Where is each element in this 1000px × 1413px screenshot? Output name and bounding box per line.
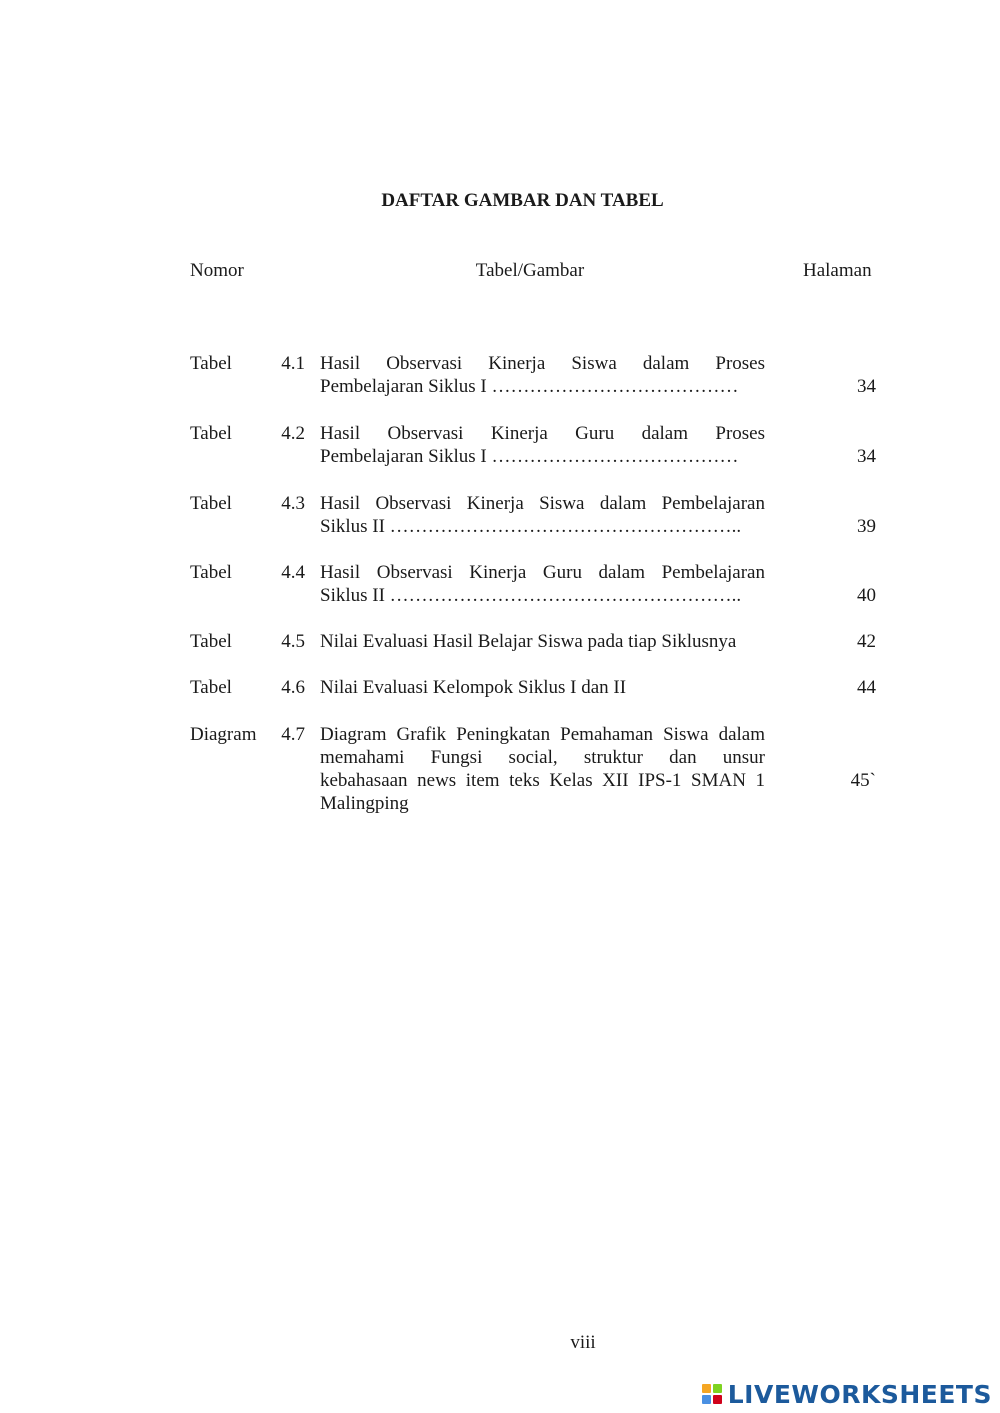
entry-description-line: Hasil Observasi Kinerja Siswa dalam Proses [320,353,765,374]
toc-entry [0,723,1000,815]
entry-kind: Tabel [190,562,232,583]
page-folio: viii [570,1332,596,1353]
entry-page: 39 [857,516,876,537]
entry-kind: Tabel [190,677,232,698]
logo-square [702,1384,711,1393]
liveworksheets-brand[interactable] [702,1379,992,1409]
entry-number: 4.3 [281,493,305,514]
entry-description-line: Hasil Observasi Kinerja Guru dalam Proses [320,423,765,444]
entry-description [320,723,765,815]
entry-description [320,492,765,538]
entry-page: 45` [850,770,876,791]
toc-entry [0,630,1000,653]
entry-description-line: Diagram Grafik Peningkatan Pemahaman Siswa dalam [320,724,765,745]
entry-page: 44 [857,677,876,698]
entry-description-line: Nilai Evaluasi Hasil Belajar Siswa pada tiap Siklusnya [320,631,737,652]
entry-number: 4.6 [281,677,305,698]
entry-number: 4.1 [281,353,305,374]
entry-kind: Tabel [190,353,232,374]
logo-square [713,1384,722,1393]
entry-description [320,630,765,653]
toc-entry [0,561,1000,607]
toc-entry [0,422,1000,468]
entry-description-line: Pembelajaran Siklus I ………………………………… [320,376,739,397]
entry-description [320,676,765,699]
toc-entry [0,492,1000,538]
header-tabel-gambar: Tabel/Gambar [475,260,585,281]
entry-description-line: Nilai Evaluasi Kelompok Siklus I dan II [320,677,627,698]
header-halaman: Halaman [803,260,872,281]
entry-description-line: kebahasaan news item teks Kelas XII IPS-1 SMAN 1 [320,770,765,791]
entry-number: 4.5 [281,631,305,652]
entry-page: 34 [857,376,876,397]
entry-kind: Tabel [190,493,232,514]
brand-wordmark: LIVEWORKSHEETS [727,1379,992,1409]
entry-kind: Tabel [190,423,232,444]
entry-description-line: Hasil Observasi Kinerja Siswa dalam Pembelajaran [320,493,765,514]
entry-description [320,422,765,468]
logo-square [713,1395,722,1404]
entry-description [320,561,765,607]
entry-number: 4.7 [281,724,305,745]
document-title: DAFTAR GAMBAR DAN TABEL [381,190,664,211]
liveworksheets-logo-icon [702,1384,722,1404]
entry-description-line: Malingping [320,793,409,814]
entry-kind: Diagram [190,724,257,745]
entry-page: 42 [857,631,876,652]
entry-description-line: Pembelajaran Siklus I ………………………………… [320,446,739,467]
entry-description [320,352,765,398]
entry-description-line: Siklus II ……………………………………………….. [320,585,742,606]
toc-entry [0,352,1000,398]
entry-description-line: Hasil Observasi Kinerja Guru dalam Pembelajaran [320,562,765,583]
entry-description-line: Siklus II ……………………………………………….. [320,516,742,537]
header-nomor: Nomor [190,260,244,281]
toc-entry [0,676,1000,699]
entry-number: 4.4 [281,562,305,583]
entry-kind: Tabel [190,631,232,652]
entry-number: 4.2 [281,423,305,444]
logo-square [702,1395,711,1404]
entry-page: 34 [857,446,876,467]
entry-description-line: memahami Fungsi social, struktur dan unsur [320,747,765,768]
entry-page: 40 [857,585,876,606]
